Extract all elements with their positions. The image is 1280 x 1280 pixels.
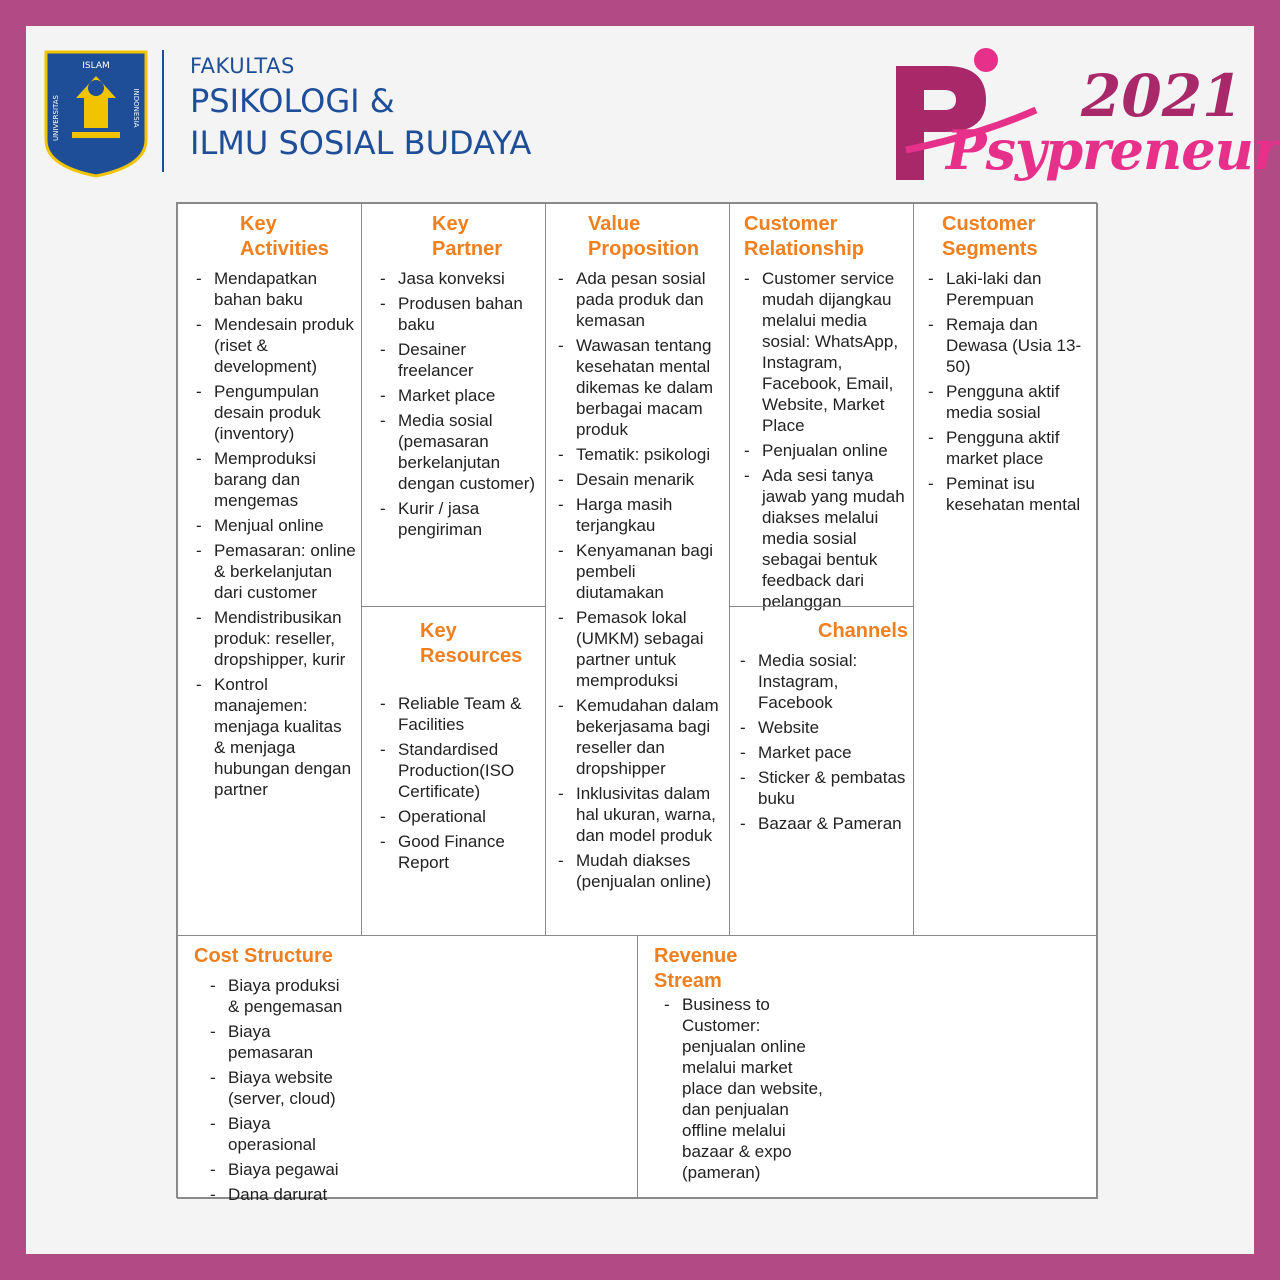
cost-structure-item: - Biaya website (server, cloud)	[200, 1067, 350, 1109]
cost-structure-item: - Dana darurat	[200, 1184, 350, 1205]
svg-text:ISLAM: ISLAM	[82, 61, 110, 71]
customer-relationship-item: - Customer service mudah dijangkau melalui media sosial: WhatsApp, Instagram, Facebook, Email, Website, Market Place	[734, 268, 911, 436]
university-logo	[42, 48, 150, 178]
business-model-canvas	[176, 202, 1097, 1204]
key-resources-block	[361, 606, 546, 936]
key-resources-item: - Operational	[370, 806, 543, 827]
key-partner-item: - Produsen bahan baku	[370, 293, 543, 335]
customer-segments-item: - Pengguna aktif media sosial	[918, 381, 1095, 423]
channels-item: - Website	[730, 717, 911, 738]
channels-title: Channels	[818, 620, 909, 642]
value-proposition-list	[548, 268, 727, 892]
value-proposition-item: - Ada pesan sosial pada produk dan kemasan	[548, 268, 727, 331]
key-activities-list	[186, 268, 357, 800]
key-activities-item: - Mendesain produk (riset & development)	[186, 314, 357, 377]
value-proposition-item: - Mudah diakses (penjualan online)	[548, 850, 727, 892]
key-activities-item: - Mendistribusikan produk: reseller, dropshipper, kurir	[186, 607, 357, 670]
header-divider	[162, 50, 164, 172]
customer-segments-item: - Remaja dan Dewasa (Usia 13-50)	[918, 314, 1095, 377]
customer-segments-item: - Laki-laki dan Perempuan	[918, 268, 1095, 310]
key-partner-item: - Media sosial (pemasaran berkelanjutan dengan customer)	[370, 410, 543, 494]
customer-relationship-title: Customer Relationship	[744, 213, 865, 260]
customer-relationship-item: - Penjualan online	[734, 440, 911, 461]
key-activities-item: - Pengumpulan desain produk (inventory)	[186, 381, 357, 444]
key-partner-item: - Market place	[370, 385, 543, 406]
key-activities-item: - Mendapatkan bahan baku	[186, 268, 357, 310]
key-partner-item: - Desainer freelancer	[370, 339, 543, 381]
customer-segments-item: - Peminat isu kesehatan mental	[918, 473, 1095, 515]
value-proposition-item: - Pemasok lokal (UMKM) sebagai partner untuk memproduksi	[548, 607, 727, 691]
value-proposition-title: Value Proposition	[588, 213, 700, 260]
key-activities-item: - Kontrol manajemen: menjaga kualitas & menjaga hubungan dengan partner	[186, 674, 357, 800]
poster-frame	[26, 26, 1280, 1254]
channels-block	[729, 606, 914, 936]
key-partner-item: - Jasa konveksi	[370, 268, 543, 289]
faculty-label: FAKULTAS	[190, 54, 295, 78]
key-partner-block	[361, 203, 546, 607]
customer-relationship-list	[734, 268, 911, 612]
key-activities-title: Key Activities	[240, 213, 329, 260]
value-proposition-item: - Tematik: psikologi	[548, 444, 727, 465]
cost-structure-item: - Biaya operasional	[200, 1113, 350, 1155]
brand-word: Psypreneur	[946, 118, 1280, 182]
revenue-stream-block	[637, 935, 1098, 1199]
svg-text:UNIVERSITAS: UNIVERSITAS	[52, 95, 60, 141]
customer-segments-list	[918, 268, 1095, 515]
key-resources-item: - Reliable Team & Facilities	[370, 693, 543, 735]
key-resources-title: Key Resources	[420, 620, 523, 667]
psypreneur-logo	[886, 40, 1280, 190]
customer-segments-item: - Pengguna aktif market place	[918, 427, 1095, 469]
faculty-line-2: ILMU SOSIAL BUDAYA	[190, 124, 532, 162]
customer-relationship-item: - Ada sesi tanya jawab yang mudah diakses melalui media sosial sebagai bentuk feedback dari pelanggan	[734, 465, 911, 612]
brand-year: 2021	[1081, 62, 1243, 130]
key-partner-item: - Kurir / jasa pengiriman	[370, 498, 543, 540]
cost-structure-item: - Biaya produksi & pengemasan	[200, 975, 350, 1017]
svg-text:INDONESIA: INDONESIA	[132, 88, 140, 128]
channels-list	[730, 650, 911, 834]
revenue-stream-title: Revenue Stream	[654, 945, 738, 992]
channels-item: - Market pace	[730, 742, 911, 763]
value-proposition-block	[545, 203, 730, 936]
key-resources-item: - Standardised Production(ISO Certificate)	[370, 739, 543, 802]
cost-structure-block	[177, 935, 638, 1204]
value-proposition-item: - Kemudahan dalam bekerjasama bagi reseller dan dropshipper	[548, 695, 727, 779]
key-partner-title: Key Partner	[432, 213, 503, 260]
key-resources-item: - Good Finance Report	[370, 831, 543, 873]
value-proposition-item: - Wawasan tentang kesehatan mental dikemas ke dalam berbagai macam produk	[548, 335, 727, 440]
channels-item: - Sticker & pembatas buku	[730, 767, 911, 809]
customer-segments-block	[913, 203, 1098, 936]
cost-structure-item: - Biaya pegawai	[200, 1159, 350, 1180]
cost-structure-item: - Biaya pemasaran	[200, 1021, 350, 1063]
key-activities-block	[177, 203, 362, 936]
value-proposition-item: - Desain menarik	[548, 469, 727, 490]
value-proposition-item: - Inklusivitas dalam hal ukuran, warna, dan model produk	[548, 783, 727, 846]
customer-segments-title: Customer Segments	[942, 213, 1038, 260]
value-proposition-item: - Kenyamanan bagi pembeli diutamakan	[548, 540, 727, 603]
faculty-name	[190, 54, 531, 162]
key-activities-item: - Memproduksi barang dan mengemas	[186, 448, 357, 511]
revenue-stream-item: - Business to Customer: penjualan online melalui market place dan website, dan penjualan offline melalui bazaar & expo (pameran)	[654, 994, 824, 1183]
key-partner-list	[370, 268, 543, 540]
cost-structure-list	[200, 975, 350, 1205]
key-resources-list	[370, 693, 543, 873]
channels-item: - Bazaar & Pameran	[730, 813, 911, 834]
key-activities-item: - Menjual online	[186, 515, 357, 536]
key-activities-item: - Pemasaran: online & berkelanjutan dari customer	[186, 540, 357, 603]
value-proposition-item: - Harga masih terjangkau	[548, 494, 727, 536]
cost-structure-title: Cost Structure	[194, 945, 333, 967]
revenue-stream-list	[654, 994, 824, 1183]
customer-relationship-block	[729, 203, 914, 611]
faculty-line-1: PSIKOLOGI &	[190, 82, 395, 120]
channels-item: - Media sosial: Instagram, Facebook	[730, 650, 911, 713]
